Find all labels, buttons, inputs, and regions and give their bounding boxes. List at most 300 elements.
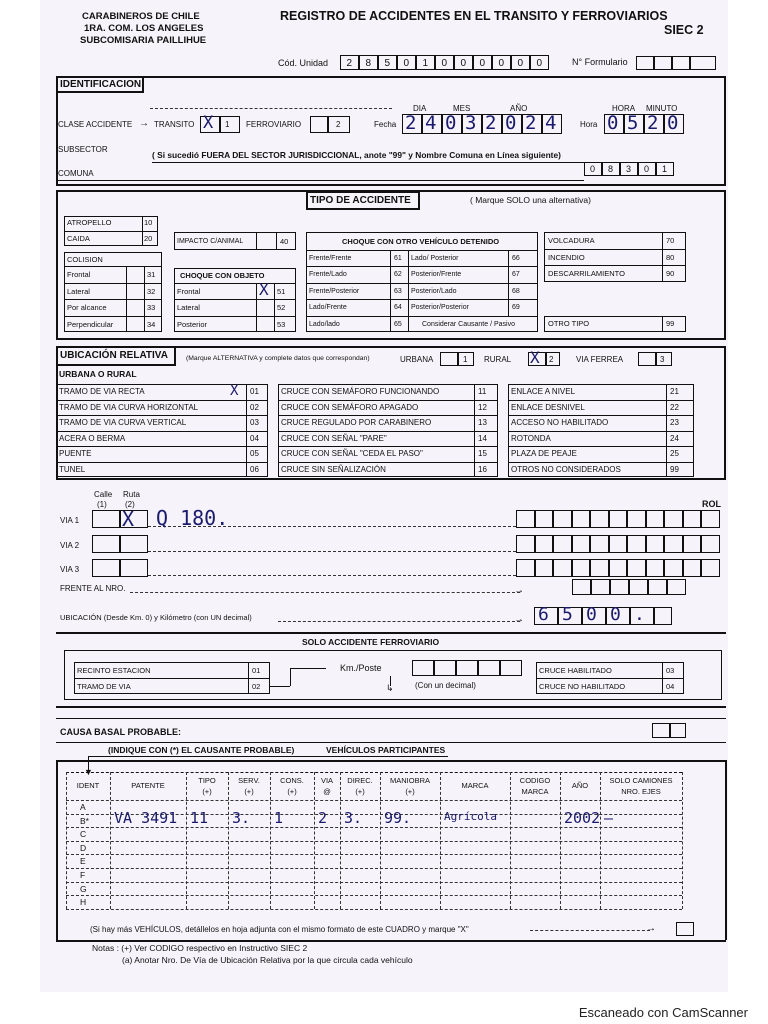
- divider: [66, 841, 682, 842]
- via3-label: VIA 3: [60, 565, 80, 574]
- km-poste-label: Km./Poste: [340, 663, 382, 673]
- vehiculos-header: PATENTE: [131, 781, 165, 790]
- detenido-row-b: Posterior/Posterior: [411, 304, 469, 312]
- divider: [256, 232, 257, 250]
- via2-rol-box[interactable]: [683, 535, 702, 553]
- ubicacion-row-code[interactable]: 01: [250, 387, 259, 396]
- hora-digit: 0: [607, 112, 619, 134]
- mas-vehiculos-note: (Si hay más VEHÍCULOS, detállelos en hoja adjunta con el mismo formato de este CUADRO y marque "X": [90, 925, 469, 934]
- vehiculos-header: TIPO: [198, 776, 216, 785]
- via1-rol-box[interactable]: [590, 510, 609, 528]
- via2-rol-box[interactable]: [553, 535, 572, 553]
- ubicacion-row-code[interactable]: 25: [670, 449, 679, 458]
- vehiculo-ident: E: [80, 856, 86, 867]
- ferroviario-checkbox[interactable]: [310, 116, 328, 133]
- via3-rol-box[interactable]: [701, 559, 720, 577]
- colision-row-label: Perpendicular: [67, 319, 114, 329]
- detenido-row-b: Posterior/Lado: [411, 287, 457, 295]
- via3-rol-box[interactable]: [627, 559, 646, 577]
- ruta-num: (2): [125, 500, 135, 509]
- divider: [725, 760, 727, 940]
- causa-box-1[interactable]: [652, 723, 670, 738]
- via-ferrea-code: 3: [660, 355, 665, 364]
- fecha-digit: 0: [505, 112, 517, 134]
- divider: [56, 415, 268, 416]
- via3-ruta-box[interactable]: [120, 559, 148, 577]
- objeto-row-code[interactable]: 53: [277, 319, 286, 329]
- km-line: [278, 621, 520, 622]
- km-digit: 0: [586, 604, 597, 625]
- via-ferrea-label: VIA FERREA: [576, 355, 624, 364]
- cod-unidad-digit: 0: [517, 58, 524, 69]
- formulario-box-1[interactable]: [636, 56, 654, 70]
- detenido-row-b-code[interactable]: 69: [512, 304, 520, 312]
- cod-unidad-label: Cód. Unidad: [278, 58, 329, 68]
- vehiculos-title: VEHÍCULOS PARTICIPANTES: [326, 745, 446, 755]
- divider: [682, 772, 683, 909]
- fecha-digit: 4: [425, 112, 437, 134]
- via1-rol-box[interactable]: [664, 510, 683, 528]
- volcadura-row-code[interactable]: 70: [666, 236, 675, 245]
- ruta-label: Ruta: [123, 490, 140, 499]
- fecha-digit: 2: [485, 112, 497, 134]
- cruce-no-habilitado-label: CRUCE NO HABILITADO: [539, 682, 626, 691]
- vehiculo-b-cons: 1: [274, 808, 284, 827]
- recinto-label: RECINTO ESTACION: [77, 666, 151, 675]
- divider: [142, 216, 143, 246]
- urbana-code: 1: [463, 355, 468, 364]
- ubicacion-row-code[interactable]: 16: [478, 464, 487, 474]
- frente-box[interactable]: [629, 579, 648, 595]
- connector: [290, 668, 291, 686]
- ubicacion-row-code[interactable]: 14: [478, 433, 487, 443]
- divider: [662, 232, 663, 282]
- ubicacion-row-label: CRUCE REGULADO POR CARABINERO: [281, 418, 432, 427]
- objeto-row-label: Frontal: [177, 287, 201, 296]
- ubicacion-row-code[interactable]: 03: [250, 418, 259, 427]
- divider: [56, 706, 726, 708]
- impacto-code[interactable]: 40: [280, 237, 289, 246]
- ubicacion-row-code[interactable]: 05: [250, 449, 259, 458]
- ubicacion-row-code[interactable]: 12: [478, 402, 487, 412]
- indique-note: (INDIQUE CON (*) EL CAUSANTE PROBABLE): [108, 745, 295, 755]
- ubicacion-row-label: CRUCE CON SEMÁFORO APAGADO: [281, 402, 419, 412]
- transito-mark: X: [203, 113, 214, 133]
- vehiculo-ident: D: [80, 842, 87, 853]
- divider: [508, 400, 694, 401]
- detenido-row-b-code[interactable]: 66: [512, 255, 520, 262]
- divider: [174, 316, 296, 317]
- calle-label: Calle: [94, 490, 113, 499]
- org-line3: SUBCOMISARIA PAILLIHUE: [80, 35, 207, 46]
- ubicacion-row-label: PLAZA DE PEAJE: [511, 449, 577, 458]
- vehiculo-ident: G: [80, 883, 87, 894]
- arrow-right-icon: →: [514, 614, 524, 625]
- divider: [56, 462, 268, 463]
- ubicacion-row-code[interactable]: 13: [478, 418, 487, 427]
- tramo-code[interactable]: 02: [252, 682, 261, 691]
- divider: [66, 882, 682, 883]
- comuna-digit: 3: [626, 164, 632, 174]
- ubicacion-row-label: OTROS NO CONSIDERADOS: [511, 464, 621, 474]
- caida-label: CAIDA: [67, 234, 90, 243]
- via2-ruta-box[interactable]: [120, 535, 148, 553]
- divider: [66, 772, 682, 773]
- via2-rol-box[interactable]: [609, 535, 628, 553]
- hora-col-label: HORA: [612, 104, 636, 113]
- ubicacion-row-label: TRAMO DE VIA RECTA: [59, 387, 145, 396]
- rural-mark: X: [530, 348, 540, 367]
- divider: [662, 316, 663, 332]
- via3-rol-box[interactable]: [553, 559, 572, 577]
- vehiculo-b-marca: Agrícola: [444, 809, 497, 823]
- tramo-label: TRAMO DE VIA: [77, 682, 131, 691]
- choque-objeto-title: CHOQUE CON OBJETO: [180, 271, 265, 280]
- volcadura-row-label: INCENDIO: [548, 252, 585, 262]
- indique-arrow-line: [88, 756, 448, 757]
- km-poste-box[interactable]: [478, 660, 500, 676]
- via2-rol-box[interactable]: [627, 535, 646, 553]
- vehiculos-header: @: [323, 787, 331, 796]
- formulario-label: N° Formulario: [572, 57, 628, 67]
- via3-rol-box[interactable]: [646, 559, 665, 577]
- mas-line: [530, 930, 650, 931]
- divider: [64, 231, 158, 232]
- km-poste-box[interactable]: [434, 660, 456, 676]
- ubicacion-row-label: CRUCE CON SEMÁFORO FUNCIONANDO: [281, 387, 440, 396]
- causa-box-2[interactable]: [670, 723, 686, 738]
- vehiculo-ident: B*: [80, 815, 89, 826]
- divider: [390, 250, 391, 332]
- via1-rol-box[interactable]: [572, 510, 591, 528]
- divider: [66, 854, 682, 855]
- detenido-row-b: Lado/ Posterior: [411, 255, 459, 262]
- formulario-box-4[interactable]: [690, 56, 716, 70]
- via3-rol-box[interactable]: [609, 559, 628, 577]
- ubicacion-row-label: CRUCE CON SEÑAL "PARE": [281, 433, 387, 443]
- vehiculo-b-maniobra: 99.: [384, 808, 412, 827]
- cruce-no-habilitado-code[interactable]: 04: [666, 682, 675, 691]
- vehiculos-header: (+): [355, 787, 365, 796]
- detenido-row-a: Lado/Frente: [309, 304, 347, 312]
- via1-calle-box[interactable]: [92, 510, 120, 528]
- frente-box[interactable]: [667, 579, 686, 595]
- cruce-habilitado-code[interactable]: 03: [666, 666, 675, 675]
- cod-unidad-digit: 0: [403, 58, 410, 69]
- fecha-digit: 0: [445, 112, 457, 134]
- via2-rol-box[interactable]: [646, 535, 665, 553]
- via1-mark: X: [122, 507, 135, 531]
- cod-unidad-digit: 2: [346, 58, 353, 69]
- comuna-digit: 0: [644, 164, 650, 174]
- otro-tipo-code[interactable]: 99: [666, 319, 675, 328]
- vehiculo-ident: F: [80, 870, 86, 880]
- via3-rol-box[interactable]: [572, 559, 591, 577]
- fecha-digit: 2: [525, 112, 537, 134]
- via-ferrea-checkbox[interactable]: [638, 352, 656, 366]
- km-digit: 5: [562, 604, 573, 625]
- divider: [278, 446, 498, 447]
- via2-rol-box[interactable]: [590, 535, 609, 553]
- comuna-line: [56, 180, 584, 181]
- objeto-row-code[interactable]: 51: [277, 287, 286, 296]
- divider: [174, 299, 296, 300]
- divider: [278, 431, 498, 432]
- via1-rol-box[interactable]: [553, 510, 572, 528]
- decimal-note: (Con un decimal): [415, 681, 476, 690]
- divider: [508, 415, 694, 416]
- colision-row-code[interactable]: 32: [147, 286, 156, 296]
- detenido-row-a-code[interactable]: 64: [394, 304, 402, 312]
- ubicacion-row-code[interactable]: 24: [670, 433, 679, 443]
- via1-rol-box[interactable]: [627, 510, 646, 528]
- recinto-code[interactable]: 01: [252, 666, 261, 675]
- vehiculos-header: (+): [287, 787, 297, 796]
- arrow-right-icon: ↳: [386, 683, 394, 693]
- comuna-digit: 1: [662, 164, 668, 174]
- fecha-digit: 2: [405, 112, 417, 134]
- divider: [306, 283, 538, 284]
- divider: [278, 462, 498, 463]
- via2-rol-box[interactable]: [572, 535, 591, 553]
- divider: [278, 415, 498, 416]
- colision-row-label: Frontal: [67, 270, 91, 279]
- divider: [66, 909, 682, 910]
- caida-code[interactable]: 20: [144, 234, 153, 243]
- detenido-row-b: Considerar Causante / Pasivo: [422, 320, 515, 328]
- divider: [74, 678, 270, 679]
- vehiculos-header: IDENT: [76, 781, 100, 790]
- km-poste-box[interactable]: [456, 660, 478, 676]
- divider: [306, 266, 538, 267]
- vehiculos-header: DIREC.: [347, 776, 373, 785]
- via1-rol-box[interactable]: [683, 510, 702, 528]
- ferroviario-label: FERROVIARIO: [246, 120, 302, 129]
- ubicacion-row-label: PUENTE: [59, 449, 92, 458]
- colision-row-label: Lateral: [67, 286, 90, 296]
- colision-row-label: Por alcance: [67, 303, 107, 312]
- ubicacion-row-mark: X: [230, 383, 239, 399]
- detenido-row-a: Frente/Posterior: [309, 287, 360, 295]
- frente-box[interactable]: [648, 579, 667, 595]
- form-title: REGISTRO DE ACCIDENTES EN EL TRANSITO Y FERROVIARIOS: [280, 9, 668, 23]
- ubicacion-row-code[interactable]: 22: [670, 402, 679, 412]
- mes-label: MES: [453, 104, 471, 113]
- volcadura-row-label: DESCARRILAMIENTO: [548, 269, 625, 279]
- divider: [306, 250, 538, 251]
- urbana-checkbox[interactable]: [440, 352, 458, 366]
- frente-box[interactable]: [572, 579, 591, 595]
- km-poste-box[interactable]: [500, 660, 522, 676]
- ubicacion-row-code[interactable]: 06: [250, 464, 259, 474]
- divider: [544, 265, 686, 266]
- divider: [56, 742, 726, 743]
- vehiculo-b-ejes: –: [604, 808, 614, 827]
- impacto-label: IMPACTO C/ANIMAL: [177, 238, 244, 245]
- km-poste-box[interactable]: [412, 660, 434, 676]
- via3-rol-box[interactable]: [535, 559, 554, 577]
- cod-unidad-digit: 1: [422, 58, 429, 69]
- divider: [274, 283, 275, 332]
- frente-box[interactable]: [610, 579, 629, 595]
- ubicacion-row-code[interactable]: 04: [250, 433, 259, 443]
- ubicacion-row-label: ROTONDA: [511, 433, 551, 443]
- divider: [66, 868, 682, 869]
- vehiculo-ident: A: [80, 802, 86, 812]
- divider: [408, 250, 409, 332]
- vehiculos-header: SOLO CAMIONES: [609, 776, 673, 785]
- via3-rol-box[interactable]: [516, 559, 535, 577]
- detenido-row-a-code[interactable]: 61: [394, 255, 402, 262]
- frente-line: [130, 592, 520, 593]
- ubicacion-row-code[interactable]: 11: [478, 387, 487, 396]
- divider: [278, 400, 498, 401]
- divider: [56, 760, 58, 940]
- divider: [508, 446, 694, 447]
- via3-rol-box[interactable]: [590, 559, 609, 577]
- camscanner-watermark: Escaneado con CamScanner: [578, 1005, 748, 1020]
- via1-rol-box[interactable]: [535, 510, 554, 528]
- subsector-note: ( Si sucedió FUERA DEL SECTOR JURISDICCIONAL, anote "99" y Nombre Comuna en Línea siguiente): [152, 150, 561, 160]
- detenido-row-b-code[interactable]: 67: [512, 271, 520, 279]
- via1-rol-box[interactable]: [646, 510, 665, 528]
- formulario-box-2[interactable]: [654, 56, 672, 70]
- volcadura-row-label: VOLCADURA: [548, 236, 595, 245]
- ubicacion-row-label: ENLACE A NIVEL: [511, 387, 576, 396]
- ubicacion-row-code[interactable]: 99: [670, 464, 679, 474]
- dotted-line: [150, 108, 392, 109]
- frente-box[interactable]: [591, 579, 610, 595]
- formulario-box-3[interactable]: [672, 56, 690, 70]
- tipo-title: TIPO DE ACCIDENTE: [310, 195, 411, 206]
- via2-rol-box[interactable]: [701, 535, 720, 553]
- detenido-row-b-code[interactable]: 68: [512, 287, 520, 295]
- ubicacion-row-code[interactable]: 02: [250, 402, 259, 412]
- ubicacion-note: (Marque ALTERNATIVA y complete datos que correspondan): [186, 355, 370, 362]
- form-subtitle: SIEC 2: [664, 23, 704, 37]
- comuna-digit: 8: [608, 164, 614, 174]
- colision-row-code[interactable]: 34: [147, 319, 156, 329]
- connector: [270, 686, 290, 687]
- divider: [66, 827, 682, 828]
- vehiculos-header: (+): [244, 787, 254, 796]
- choque-detenido-title: CHOQUE CON OTRO VEHÍCULO DETENIDO: [342, 237, 500, 246]
- tipo-note: ( Marque SOLO una alternativa): [470, 195, 591, 205]
- ubicacion-row-code[interactable]: 21: [670, 387, 679, 396]
- objeto-row-code[interactable]: 52: [277, 303, 286, 313]
- via2-rol-box[interactable]: [664, 535, 683, 553]
- vehiculos-header: NRO. EJES: [621, 787, 661, 796]
- cod-unidad-digit: 5: [384, 58, 391, 69]
- ubicacion-row-label: ENLACE DESNIVEL: [511, 402, 585, 412]
- ubicacion-row-label: TRAMO DE VIA CURVA VERTICAL: [59, 418, 187, 427]
- vehiculo-b-via: 2: [318, 808, 328, 827]
- objeto-row-label: Lateral: [177, 303, 200, 313]
- subsector-line: [152, 162, 586, 163]
- comuna-label: COMUNA: [58, 169, 94, 178]
- org-line1: CARABINEROS DE CHILE: [82, 11, 200, 22]
- notas-line2: (a) Anotar Nro. De Vía de Ubicación Relativa por la que circula cada vehículo: [122, 955, 413, 965]
- ferroviario-title: SOLO ACCIDENTE FERROVIARIO: [302, 637, 440, 647]
- mas-vehiculos-checkbox[interactable]: [676, 922, 694, 936]
- detenido-row-a-code[interactable]: 65: [394, 320, 402, 328]
- vehiculo-ident: H: [80, 897, 87, 908]
- divider: [248, 662, 249, 694]
- detenido-row-a-code[interactable]: 62: [394, 271, 402, 279]
- colision-row-code[interactable]: 31: [147, 270, 156, 279]
- ubicacion-row-label: CRUCE SIN SEÑALIZACIÓN: [281, 464, 386, 474]
- identificacion-title: IDENTIFICACION: [60, 79, 142, 90]
- via1-rol-box[interactable]: [516, 510, 535, 528]
- volcadura-row-code[interactable]: 80: [666, 252, 675, 262]
- volcadura-row-code[interactable]: 90: [666, 269, 675, 279]
- ubicacion-row-label: ACERA O BERMA: [59, 433, 126, 443]
- cod-unidad-digit: 0: [536, 58, 543, 69]
- minuto-label: MINUTO: [646, 104, 678, 113]
- divider: [56, 632, 726, 634]
- divider: [64, 299, 162, 300]
- divider: [662, 662, 663, 694]
- vehiculos-header: CODIGO: [519, 776, 551, 785]
- via1-rol-box[interactable]: [701, 510, 720, 528]
- cod-unidad-digit: 8: [365, 58, 372, 69]
- km-digit: .: [634, 604, 645, 625]
- via3-rol-box[interactable]: [664, 559, 683, 577]
- km-decimal-box[interactable]: [654, 607, 672, 625]
- fecha-digit: 3: [465, 112, 477, 134]
- hora-digit: 0: [667, 112, 679, 134]
- vehiculo-b-patente: VA 3491: [114, 808, 178, 827]
- detenido-row-a: Lado/lado: [309, 320, 340, 328]
- via3-rol-box[interactable]: [683, 559, 702, 577]
- cod-unidad-digit: 0: [460, 58, 467, 69]
- detenido-row-a: Frente/Lado: [309, 271, 347, 279]
- cruce-habilitado-label: CRUCE HABILITADO: [539, 666, 612, 675]
- ubicacion-row-code[interactable]: 15: [478, 449, 487, 458]
- vehiculo-b-serv: 3.: [232, 808, 251, 827]
- via2-rol-box[interactable]: [535, 535, 554, 553]
- causa-label: CAUSA BASAL PROBABLE:: [60, 727, 182, 737]
- vehiculos-header: CONS.: [280, 776, 304, 785]
- via3-calle-box[interactable]: [92, 559, 120, 577]
- divider: [306, 316, 538, 317]
- atropello-code[interactable]: 10: [144, 218, 153, 227]
- ubicacion-title: UBICACIÓN RELATIVA: [60, 350, 168, 361]
- objeto-row-label: Posterior: [177, 319, 208, 329]
- frente-label: FRENTE AL NRO.: [60, 584, 126, 593]
- via2-rol-box[interactable]: [516, 535, 535, 553]
- arrow-down-icon: ▼: [84, 767, 93, 777]
- via2-calle-box[interactable]: [92, 535, 120, 553]
- km-digit: 0: [610, 604, 621, 625]
- vehiculos-header: MARCA: [461, 781, 489, 790]
- vehiculo-b-anio: 2002: [564, 808, 601, 827]
- ubicacion-row-code[interactable]: 23: [670, 418, 679, 427]
- colision-row-code[interactable]: 33: [147, 303, 156, 312]
- detenido-row-a-code[interactable]: 63: [394, 287, 402, 295]
- otro-tipo-label: OTRO TIPO: [548, 319, 590, 328]
- ubicacion-row-label: TRAMO DE VIA CURVA HORIZONTAL: [59, 402, 199, 412]
- via1-rol-box[interactable]: [609, 510, 628, 528]
- transito-code: 1: [225, 120, 230, 129]
- rol-label: ROL: [702, 499, 721, 509]
- fecha-digit: 4: [545, 112, 557, 134]
- vehiculos-header: (+): [202, 787, 212, 796]
- divider: [56, 431, 268, 432]
- urbana-label: URBANA: [400, 355, 434, 364]
- divider: [56, 760, 726, 762]
- atropello-label: ATROPELLO: [67, 218, 112, 227]
